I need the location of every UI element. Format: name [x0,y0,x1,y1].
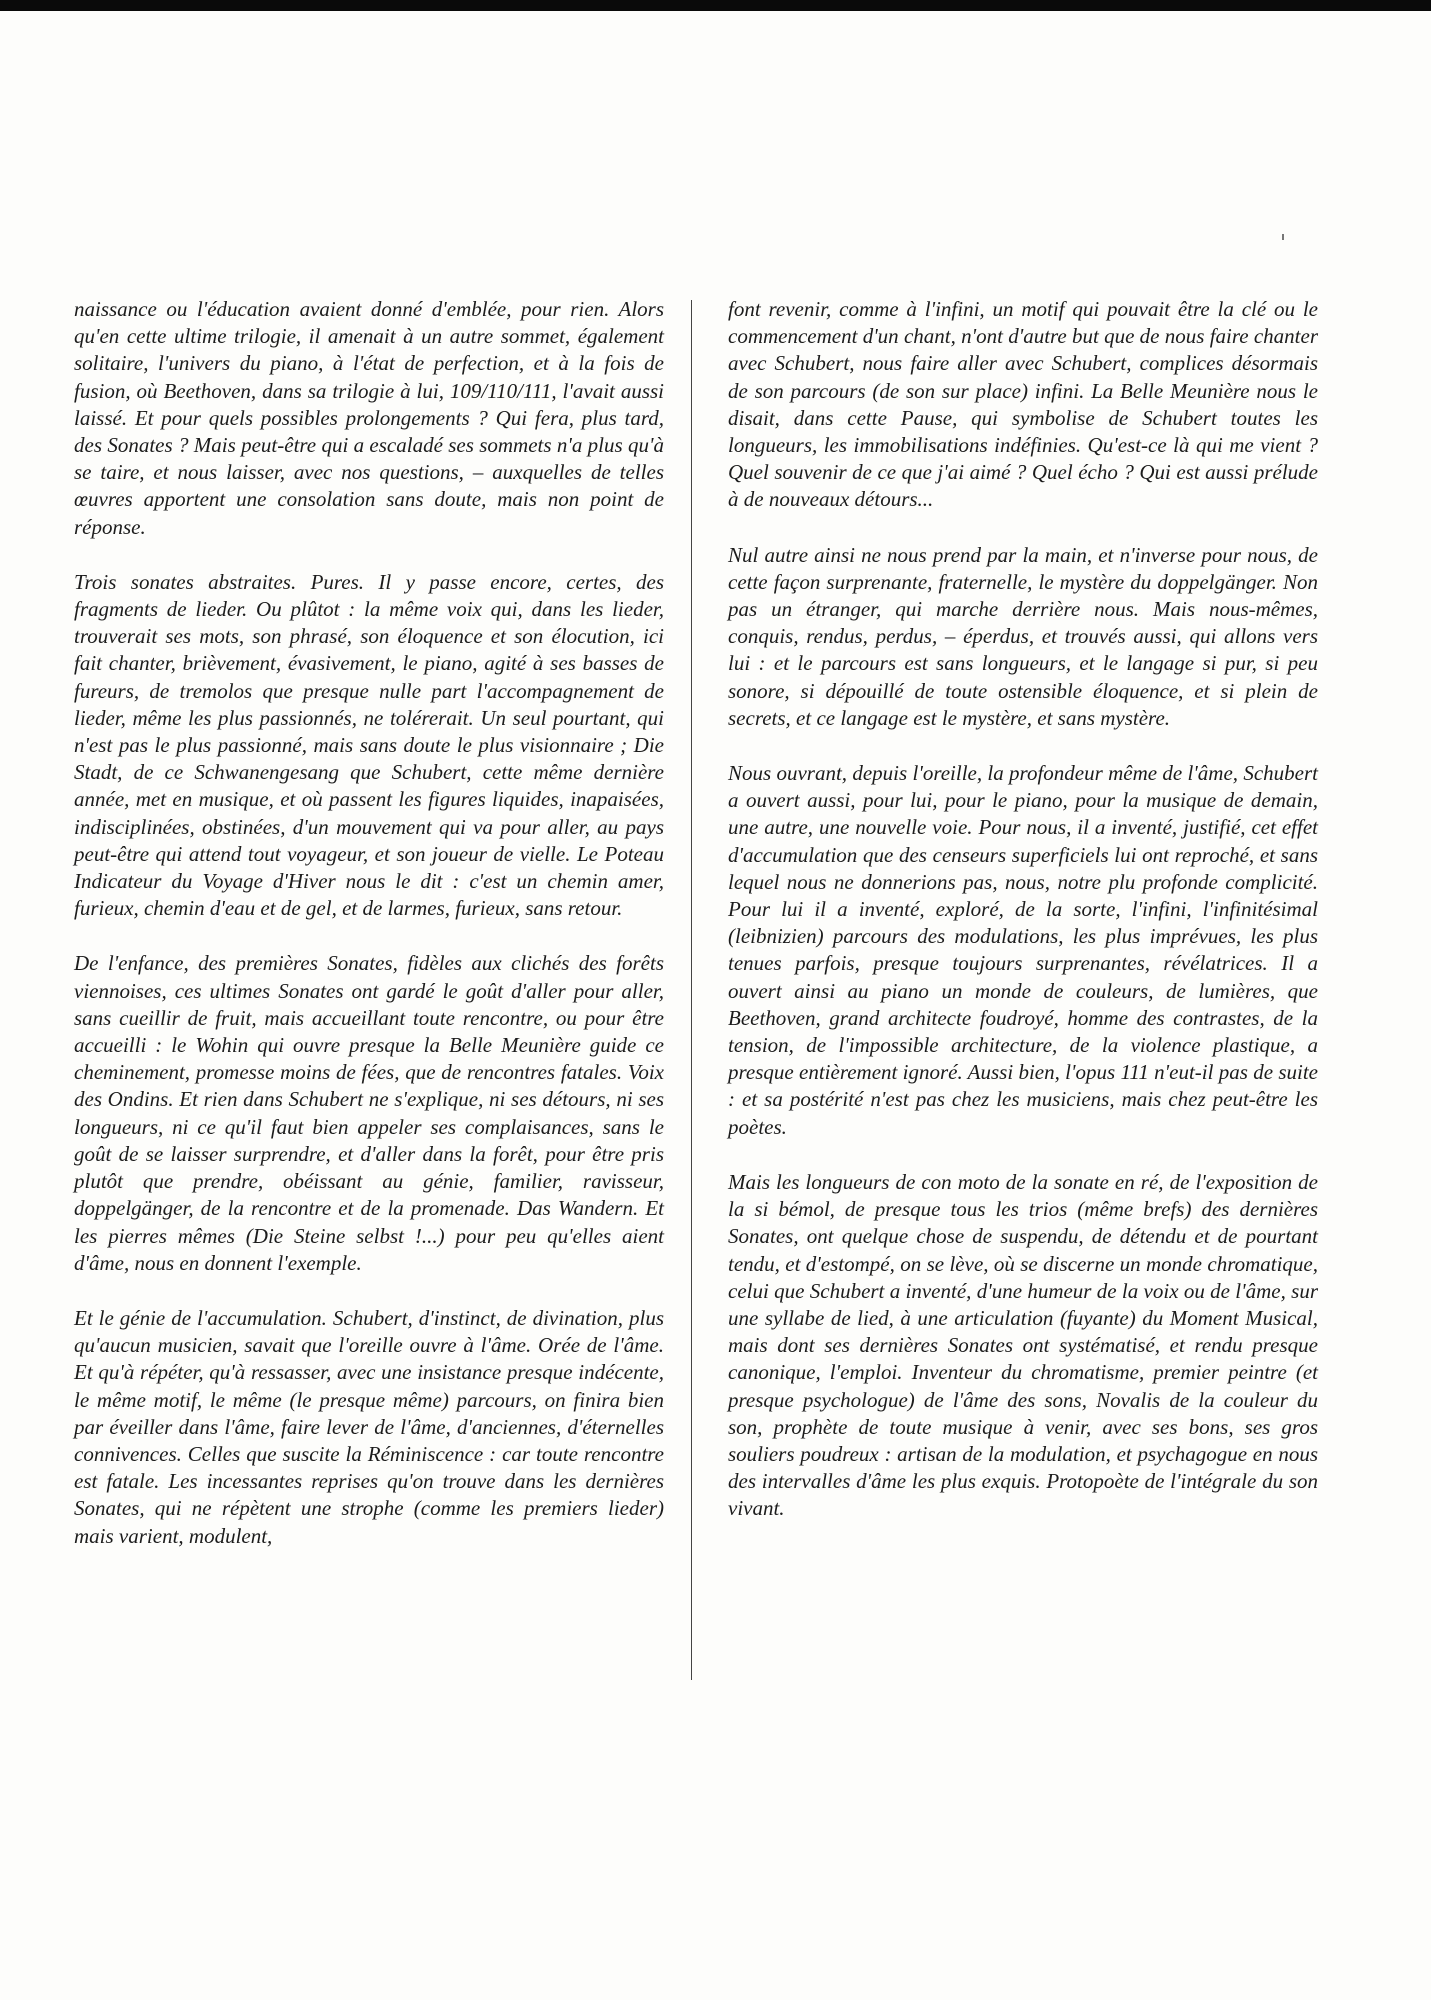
right-text-column [728,296,1318,1551]
paragraph: Mais les longueurs de con moto de la sonate en ré, de l'exposition de la si bémol, de presque tous les trios (même brefs) des dernières Sonates, ont quelque chose de suspendu, de détendu et de pourtant tendu, et d'estompé, on se lève, où se discerne un monde chromatique, celui que Schubert a inventé, d'une humeur de la voix ou de l'âme, sur une syllabe de lied, à une articulation (fuyante) du Moment Musical, mais dont ses dernières Sonates ont systématisé, et rendu presque canonique, l'emploi. Inventeur du chromatisme, premier peintre (et presque psychologue) de l'âme des sons, Novalis de la couleur du son, prophète de toute musique à venir, avec ses bons, ses gros souliers poudreux : artisan de la modulation, et psychagogue en nous des intervalles d'âme les plus exquis. Protopoète de l'intégrale du son vivant. [728,1169,1318,1521]
paragraph: Trois sonates abstraites. Pures. Il y passe encore, certes, des fragments de lieder. Ou plûtot : la même voix qui, dans les lieder, trouverait ses mots, son phrasé, son éloquence et son élocution, ici fait chanter, brièvement, évasivement, le piano, agité à ses basses de fureurs, de tremolos que presque nulle part l'accompagnement de lieder, même les plus passionnés, ne tolérerait. Un seul pourtant, qui n'est pas le plus passionné, mais sans doute le plus visionnaire ; Die Stadt, de ce Schwanengesang que Schubert, cette même dernière année, met en musique, et où passent les figures liquides, inapaisées, indisciplinées, obstinées, d'un mouvement qui va pour aller, au pays peut-être qui attend tout voyageur, et son joueur de vielle. Le Poteau Indicateur du Voyage d'Hiver nous le dit : c'est un chemin amer, furieux, chemin d'eau et de gel, et de larmes, furieux, sans retour. [74,569,664,921]
column-divider [691,300,692,1680]
scan-speck [1282,234,1284,240]
paragraph: Nul autre ainsi ne nous prend par la main, et n'inverse pour nous, de cette façon surprenante, fraternelle, le mystère du doppelgänger. Non pas un étranger, qui marche derrière nous. Mais nous-mêmes, conquis, rendus, perdus, – éperdus, et trouvés aussi, qui allons vers lui : et le parcours est sans longueurs, et le langage si pur, si peu sonore, si dépouillé de toute ostensible éloquence, et si plein de secrets, et ce langage est le mystère, et sans mystère. [728,542,1318,730]
paragraph: Et le génie de l'accumulation. Schubert, d'instinct, de divination, plus qu'aucun musicien, savait que l'oreille ouvre à l'âme. Orée de l'âme. Et qu'à répéter, qu'à ressasser, avec une insistance presque indécente, le même motif, le même (le presque même) parcours, on finira bien par éveiller dans l'âme, faire lever de l'âme, d'anciennes, d'éternelles connivences. Celles que suscite la Réminiscence : car toute rencontre est fatale. Les incessantes reprises qu'on trouve dans les dernières Sonates, qui ne répètent une strophe (comme les premiers lieder) mais varient, modulent, [74,1305,664,1548]
paragraph: naissance ou l'éducation avaient donné d'emblée, pour rien. Alors qu'en cette ultime trilogie, il amenait à un autre sommet, également solitaire, l'univers du piano, à l'état de perfection, et à la fois de fusion, où Beethoven, dans sa trilogie à lui, 109/110/111, l'avait aussi laissé. Et pour quels possibles prolongements ? Qui fera, plus tard, des Sonates ? Mais peut-être qui a escaladé ses sommets n'a plus qu'à se taire, et nous laisser, avec nos questions, – auxquelles de telles œuvres apportent une consolation sans doute, mais non point de réponse. [74,297,664,539]
paragraph: Nous ouvrant, depuis l'oreille, la profondeur même de l'âme, Schubert a ouvert aussi, pour lui, pour le piano, pour la musique de demain, une autre, une nouvelle voie. Pour nous, il a inventé, justifié, cet effet d'accumulation que des censeurs superficiels lui ont reproché, et sans lequel nous ne donnerions pas, nous, notre plu profonde complicité. Pour lui il a inventé, exploré, de la sorte, l'infini, l'infinitésimal (leibnizien) parcours des modulations, les plus imprévues, les plus tenues parfois, presque toujours surprenantes, révélatrices. Il a ouvert ainsi au piano un monde de couleurs, de lumières, que Beethoven, grand architecte foudroyé, homme des contrastes, de la tension, de l'impossible architecture, de la violence plastique, a presque entièrement ignoré. Aussi bien, l'opus 111 n'eut-il pas de suite : et sa postérité n'est pas chez les musiciens, mais chez peut-être les poètes. [728,761,1318,1139]
paragraph: De l'enfance, des premières Sonates, fidèles aux clichés des forêts viennoises, ces ultimes Sonates ont gardé le goût d'aller pour aller, sans cueillir de fruit, mais accueillant toute rencontre, ou pour être accueilli : le Wohin qui ouvre presque la Belle Meunière guide ce cheminement, promesse moins de fées, que de rencontres fatales. Voix des Ondins. Et rien dans Schubert ne s'explique, ni ses détours, ni ses longueurs, ni ce qu'il faut bien appeler ses complaisances, sans le goût de se laisser surprendre, et d'aller dans la forêt, pour être pris plutôt que prendre, obéissant au génie, familier, ravisseur, doppelgänger, de la rencontre et de la promenade. Das Wandern. Et les pierres mêmes (Die Steine selbst !...) pour peu qu'elles aient d'âme, nous en donnent l'exemple. [74,951,664,1275]
left-text-column [74,296,664,1578]
scan-top-edge [0,0,1431,11]
paragraph: font revenir, comme à l'infini, un motif qui pouvait être la clé ou le commencement d'un chant, n'ont d'autre but que de nous faire chanter avec Schubert, nous faire aller avec Schubert, complices désormais de son parcours (de son sur place) infini. La Belle Meunière nous le disait, dans cette Pause, qui symbolise de Schubert toutes les longueurs, les immobilisations indéfinies. Qu'est-ce là qui me vient ? Quel souvenir de ce que j'ai aimé ? Quel écho ? Qui est aussi prélude à de nouveaux détours... [728,297,1318,512]
